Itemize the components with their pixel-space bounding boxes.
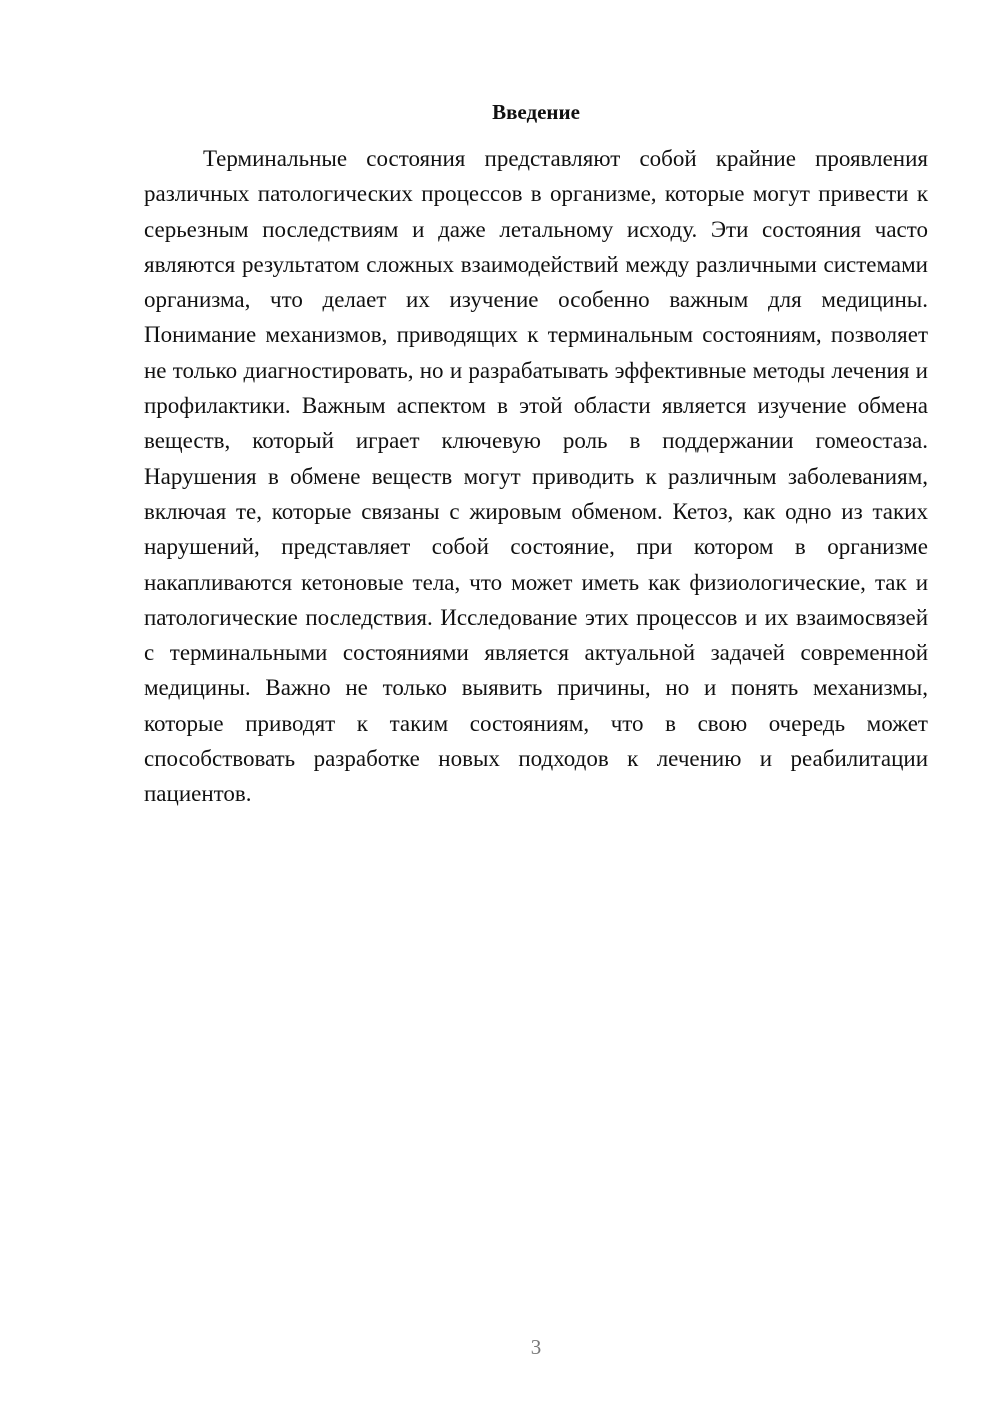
section-heading: Введение xyxy=(492,100,580,124)
introduction-paragraph: Терминальные состояния представляют собой крайние проявления различных патологических процессов в организме, которые могут привести к серьезным последствиям и даже летальному исходу. Эти состояния часто являются результатом сложных взаимодействий между различными системами организма, что делает их изучение особенно важным для медицины. Понимание механизмов, приводящих к терминальным состояниям, позволяет не только диагностировать, но и разрабатывать эффективные методы лечения и профилактики. Важным аспектом в этой области является изучение обмена веществ, который играет ключевую роль в поддержании гомеостаза. Нарушения в обмене веществ могут приводить к различным заболеваниям, включая те, которые связаны с жировым обменом. Кетоз, как одно из таких нарушений, представляет собой состояние, при котором в организме накапливаются кетоновые тела, что может иметь как физиологические, так и патологические последствия. Исследование этих процессов и их взаимосвязей с терминальными состояниями является актуальной задачей современной медицины. Важно не только выявить причины, но и понять механизмы, которые приводят к таким состояниям, что в свою очередь может способствовать разработке новых подходов к лечению и реабилитации пациентов. xyxy=(144,146,928,807)
page-number: 3 xyxy=(530,1335,542,1359)
